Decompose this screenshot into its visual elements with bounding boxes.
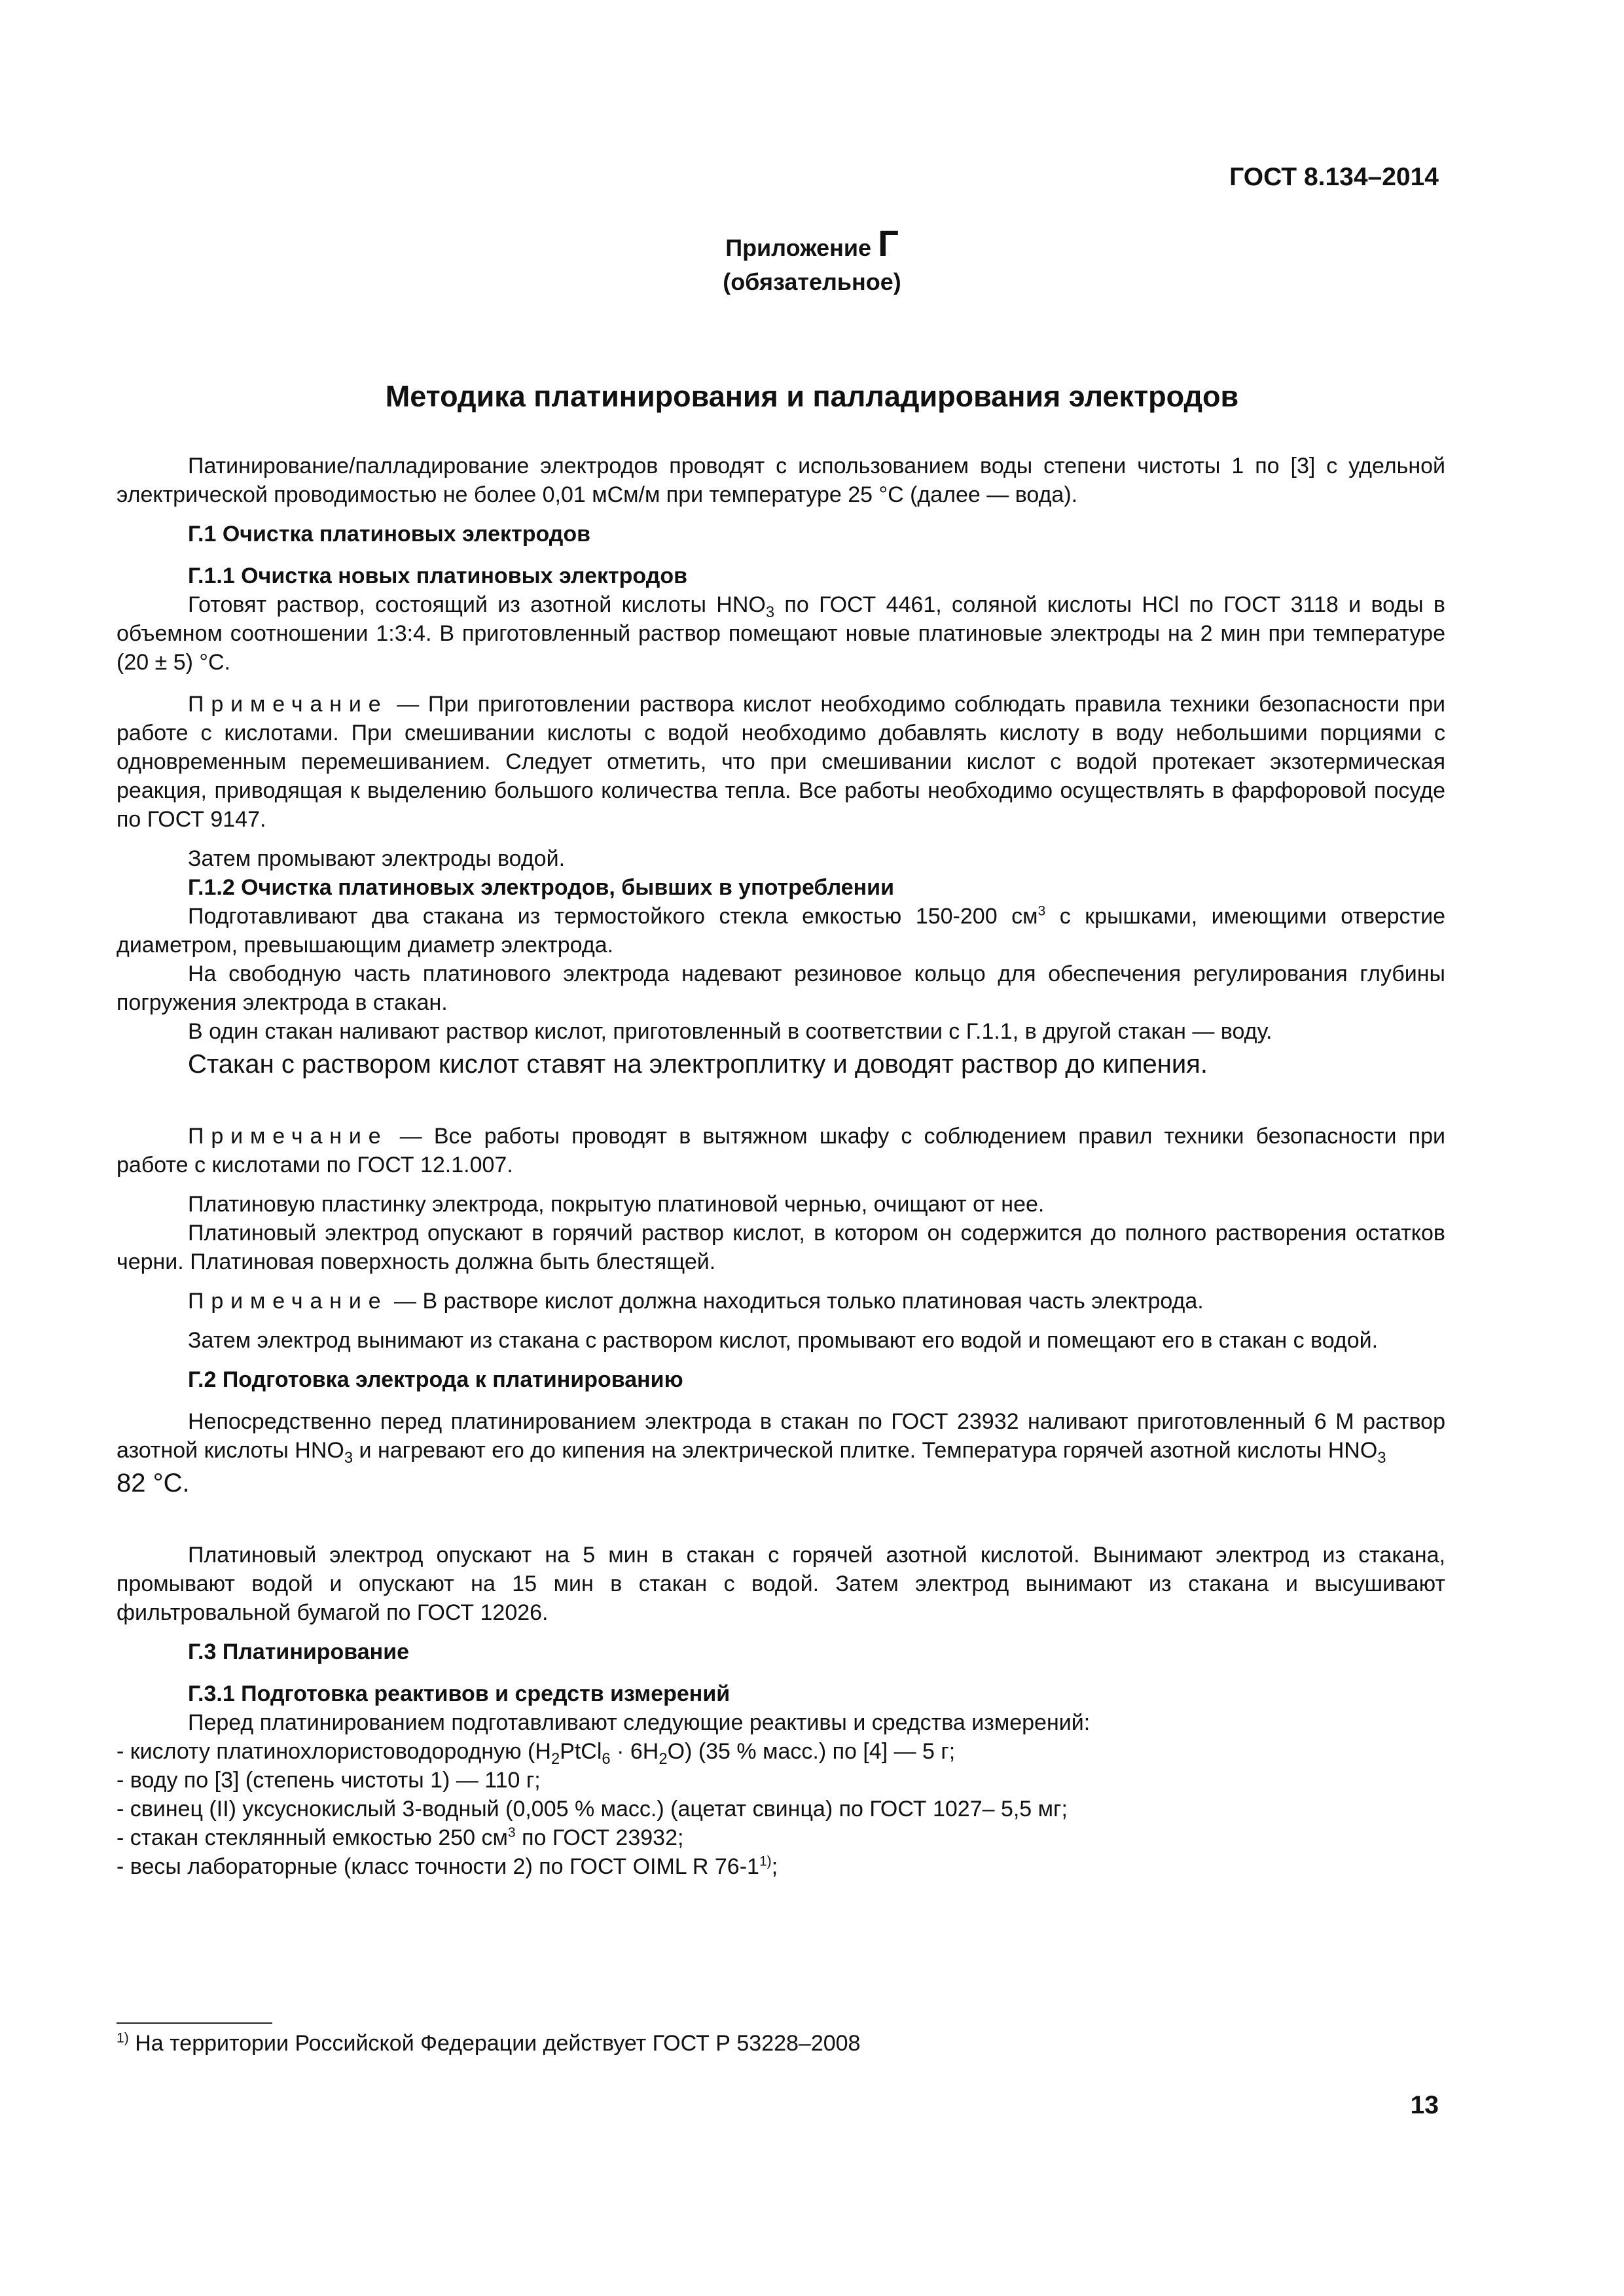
footnote-reference: 1) bbox=[759, 1854, 772, 1869]
list-item: - воду по [3] (степень чистоты 1) — 110 г; bbox=[117, 1768, 541, 1793]
note-label: Примечание bbox=[188, 692, 388, 717]
paragraph-g2-electrode: Платиновый электрод опускают на 5 мин в стакан с горячей азотной кислотой. Вынимают электрод из стакана, промывают водой и опускают на 15 мин в стакан с водой. Затем электрод вынимают из стакана и высушивают фильтровальной бумагой по ГОСТ 12026. bbox=[117, 1543, 1445, 1625]
note-1: Примечание — При приготовлении раствора кислот необходимо соблюдать правила техники безопасности при работе с кислотами. При смешивании кислоты с водой необходимо добавлять кислоту в воду небольшими порциями с одновременным перемешиванием. Следует отметить, что при смешивании кислот с водой протекает экзотермическая реакция, приводящая к выделению большого количества тепла. Все работы необходимо осуществлять в фарфоровой посуде по ГОСТ 9147. bbox=[117, 692, 1445, 832]
note-2: Примечание — Все работы проводят в вытяжном шкафу с соблюдением правил техники безопасности при работе с кислотами по ГОСТ 12.1.007. bbox=[117, 1124, 1445, 1177]
footnote-mark: 1) bbox=[117, 2030, 129, 2046]
section-heading-g12: Г.1.2 Очистка платиновых электродов, бывших в употреблении bbox=[188, 875, 894, 900]
paragraph-g12-clean: Платиновую пластинку электрода, покрытую платиновой чернью, очищают от нее. bbox=[188, 1192, 1045, 1217]
annex-status: (обязательное) bbox=[723, 268, 901, 295]
page-number: 13 bbox=[1410, 2091, 1439, 2119]
list-item: - весы лабораторные (класс точности 2) по ГОСТ OIML R 76-1$^{1)}$; bbox=[117, 1854, 778, 1879]
list-item: - кислоту платинохлористоводородную $(H_2PtCl_6 \cdot 6H_2O)$ (35 % масс.) по [4] — 5 г; bbox=[117, 1739, 956, 1768]
paragraph-g2-temperature: 82 °С. bbox=[117, 1469, 190, 1498]
note-3: Примечание — В растворе кислот должна находиться только платиновая часть электрода. bbox=[188, 1289, 1204, 1314]
note-label: Примечание bbox=[188, 1124, 388, 1149]
list-item: - свинец (II) уксуснокислый 3-водный (0,005 % масс.) (ацетат свинца) по ГОСТ 1027– 5,5 мг; bbox=[117, 1797, 1068, 1821]
section-heading-g1: Г.1 Очистка платиновых электродов bbox=[188, 522, 591, 547]
document-title: Методика платинирования и палладирования электродов bbox=[385, 380, 1239, 413]
intro-paragraph: Патинирование/палладирование электродов проводят с использованием воды степени чистоты 1 по [3] с удельной электрической проводимостью не более 0,01 мСм/м при температуре 25 °С (далее — вода). bbox=[117, 454, 1445, 507]
paragraph-g12-dissolve: Платиновый электрод опускают в горячий раствор кислот, в котором он содержится до полного растворения остатков черни. Платиновая поверхность должна быть блестящей. bbox=[117, 1221, 1445, 1274]
annex-label: Приложение Г bbox=[725, 223, 899, 264]
paragraph-wash: Затем промывают электроды водой. bbox=[188, 846, 566, 871]
section-heading-g31: Г.3.1 Подготовка реактивов и средств измерений bbox=[188, 1681, 731, 1706]
section-heading-g3: Г.3 Платинирование bbox=[188, 1640, 410, 1664]
document-body bbox=[117, 452, 1445, 1881]
note-label: Примечание bbox=[188, 1289, 388, 1314]
paragraph-g12-beakers: Подготавливают два стакана из термостойкого стекла емкостью 150-200 $см^3$ с крышками, имеющими отверстие диаметром, превышающим диаметр электрода. bbox=[117, 903, 1446, 958]
annex-letter: Г bbox=[878, 223, 899, 264]
footnote bbox=[117, 2029, 860, 2058]
document-code: ГОСТ 8.134–2014 bbox=[1229, 163, 1439, 191]
paragraph-g12-rinse: Затем электрод вынимают из стакана с раствором кислот, промывают его водой и помещают его в стакан с водой. bbox=[188, 1328, 1379, 1353]
paragraph-g2-nitric: Непосредственно перед платинированием электрода в стакан по ГОСТ 23932 наливают приготовленный 6 М раствор азотной кислоты $HNO_3$ и нагревают его до кипения на электрической плитке. Температура горячей азотной кислоты $HNO_3$ bbox=[117, 1409, 1445, 1467]
section-heading-g2: Г.2 Подготовка электрода к платинированию bbox=[188, 1367, 683, 1392]
footnote-text: На территории Российской Федерации действует ГОСТ Р 53228–2008 bbox=[128, 2031, 861, 2056]
paragraph-g12-acid: В один стакан наливают раствор кислот, приготовленный в соответствии с Г.1.1, в другой стакан — воду. bbox=[188, 1019, 1272, 1044]
paragraph-g12-ring: На свободную часть платинового электрода надевают резиновое кольцо для обеспечения регулирования глубины погружения электрода в стакан. bbox=[117, 961, 1445, 1015]
paragraph-g12-boil: Стакан с раствором кислот ставят на электроплитку и доводят раствор до кипения. bbox=[188, 1050, 1208, 1079]
section-heading-g11: Г.1.1 Очистка новых платиновых электродов bbox=[188, 564, 687, 588]
footnote-separator bbox=[117, 2022, 272, 2024]
paragraph-g31-intro: Перед платинированием подготавливают следующие реактивы и средства измерений: bbox=[188, 1710, 1091, 1735]
paragraph-g11-solution: Готовят раствор, состоящий из азотной кислоты $HNO_3$ по ГОСТ 4461, соляной кислоты HCl по ГОСТ 3118 и воды в объемном соотношении 1:3:4. В приготовленный раствор помещают новые платиновые электроды на 2 мин при температуре (20 ± 5) °С. bbox=[117, 592, 1445, 675]
list-item: - стакан стеклянный емкостью 250 $см^3$ по ГОСТ 23932; bbox=[117, 1825, 684, 1850]
annex-heading bbox=[0, 223, 1624, 299]
